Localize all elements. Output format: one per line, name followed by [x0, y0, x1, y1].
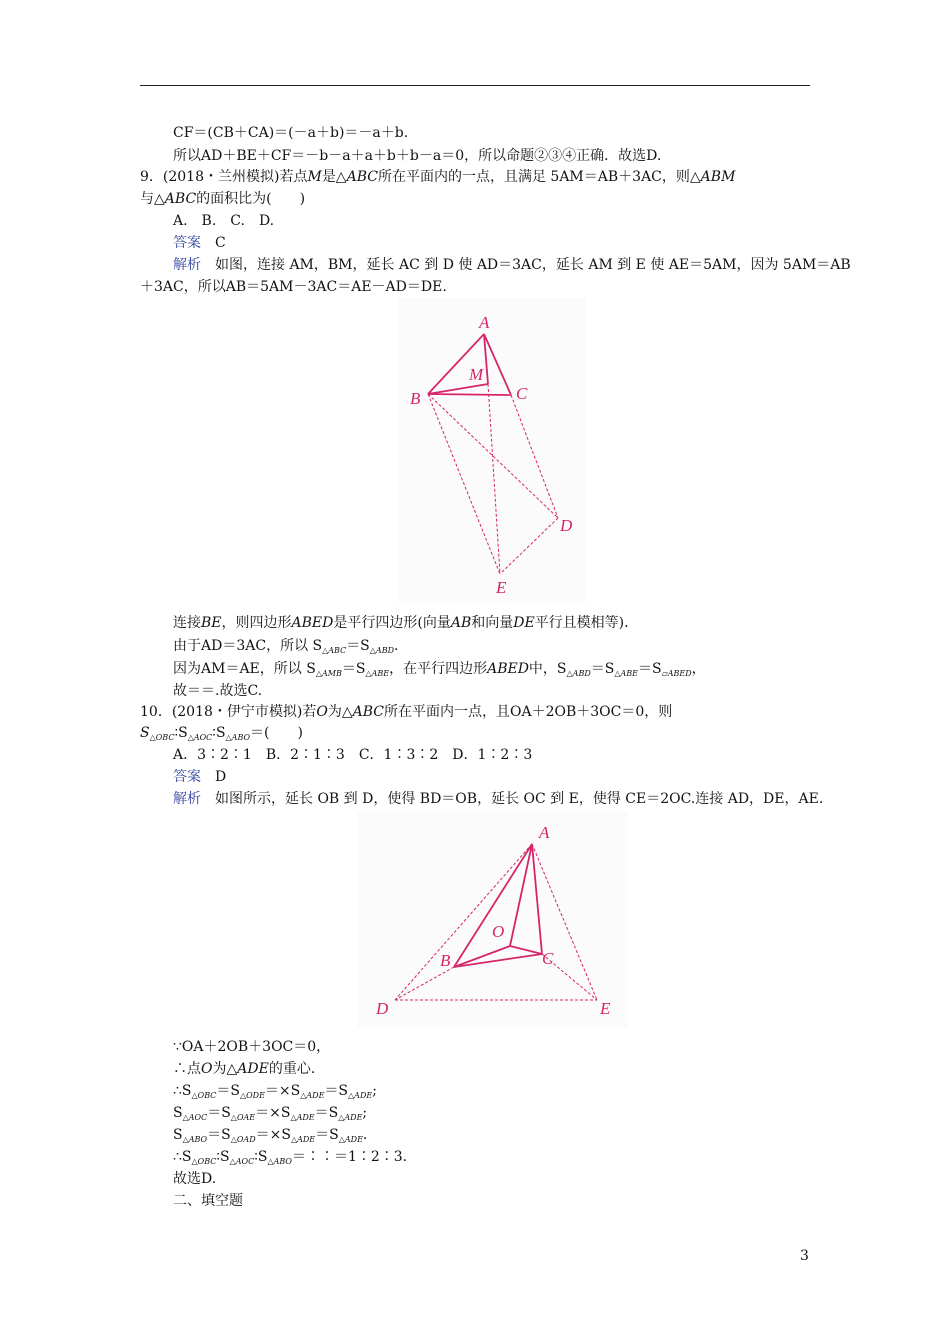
question-10-line2: $S_{\triangle OBC}∶S_{\triangle AOC}∶S_{\triangle ABO}=$( ): [140, 725, 303, 742]
question-9-analysis: 解析 如图，连接 AM，BM，延长 AC 到 D 使 AD＝3AC，延长 AM 到 E 使 AE＝5AM，因为 5AM＝AB: [173, 257, 851, 273]
question-10-options: A．3∶2∶1 B．2∶1∶3 C．1∶3∶2 D．1∶2∶3: [173, 747, 533, 763]
question-10-analysis: 解析 如图所示，延长 OB 到 D，使得 BD＝OB，延长 OC 到 E，使得 CE＝2OC.连接 AD，DE，AE.: [173, 791, 824, 807]
fig1-label-b: B: [410, 389, 421, 408]
text-line: 所以AD＋BE＋CF＝－b－a＋a＋b＋b－a＝0，所以命题②③④正确．故选D.: [173, 148, 662, 164]
fig2-label-e: E: [600, 999, 611, 1018]
text-line: 因为AM＝AE，所以 $S_{\triangle AMB}=S_{\triangle ABE}$，在平行四边形ABED中，$S_{\triangle ABD}=S_{\triangle ABE}=S_{▱ABED}$，: [173, 661, 706, 678]
page-number: 3: [800, 1248, 809, 1264]
section-heading: 二、填空题: [173, 1193, 243, 1209]
fig1-label-e: E: [496, 578, 507, 597]
text-line: CF＝(CB＋CA)＝(－a＋b)＝－a＋b.: [173, 125, 409, 141]
fig1-label-m: M: [469, 365, 484, 384]
fig1-label-d: D: [560, 516, 573, 535]
figure-centroid-svg: [357, 811, 628, 1027]
question-9-line1: 9．(2018・兰州模拟)若点M是△ABC所在平面内的一点，且满足 5AM＝AB＋3AC，则△ABM: [140, 169, 736, 185]
solution-line: ∵OA＋2OB＋3OC＝0，: [173, 1039, 331, 1055]
solution-line: ∴点O为△ADE的重心．: [173, 1061, 325, 1077]
question-9-answer: 答案 C: [173, 235, 226, 251]
text-line: 故＝＝.故选C.: [173, 683, 263, 699]
fig2-label-c: C: [542, 949, 554, 968]
solution-line: $\therefore S_{\triangle OBC}∶S_{\triangle AOC}∶S_{\triangle ABO}=∶∶=1∶2∶3$.: [173, 1149, 408, 1166]
solution-line: $S_{\triangle AOC}=S_{\triangle OAE}=\times S_{\triangle ADE}=S_{\triangle ADE}$;: [173, 1105, 368, 1122]
fig2-label-o: O: [492, 922, 505, 941]
question-9-line2: 与△ABC的面积比为( ): [140, 191, 306, 207]
figure-parallelogram: [398, 298, 586, 603]
fig2-label-b: B: [440, 951, 451, 970]
figure-parallelogram-svg: [398, 298, 586, 603]
fig2-label-a: A: [539, 823, 550, 842]
text-line: 连接BE，则四边形ABED是平行四边形(向量AB和向量DE平行且模相等)．: [173, 615, 639, 631]
question-9-analysis-cont: ＋3AC，所以AB＝5AM－3AC＝AE－AD＝DE.: [140, 279, 447, 295]
text-line: 由于AD＝3AC，所以 $S_{\triangle ABC}=S_{\triangle ABD}$.: [173, 638, 399, 655]
fig2-label-d: D: [376, 999, 389, 1018]
solution-line: $\therefore S_{\triangle OBC}=S_{\triangle ODE}=\times S_{\triangle ADE}=S_{\triangle ADE}$;: [173, 1083, 377, 1100]
solution-line: 故选D.: [173, 1171, 217, 1187]
header-rule: [140, 85, 810, 86]
solution-line: $S_{\triangle ABO}=S_{\triangle OAD}=\times S_{\triangle ADE}=S_{\triangle ADE}$.: [173, 1127, 368, 1144]
question-9-options: A. B. C. D.: [173, 213, 275, 229]
question-10-line1: 10．(2018・伊宁市模拟)若O为△ABC所在平面内一点，且OA＋2OB＋3OC＝0，则: [140, 704, 673, 720]
fig1-label-a: A: [479, 313, 490, 332]
figure-centroid: [357, 811, 628, 1027]
fig1-label-c: C: [516, 384, 528, 403]
question-10-answer: 答案 D: [173, 769, 227, 785]
